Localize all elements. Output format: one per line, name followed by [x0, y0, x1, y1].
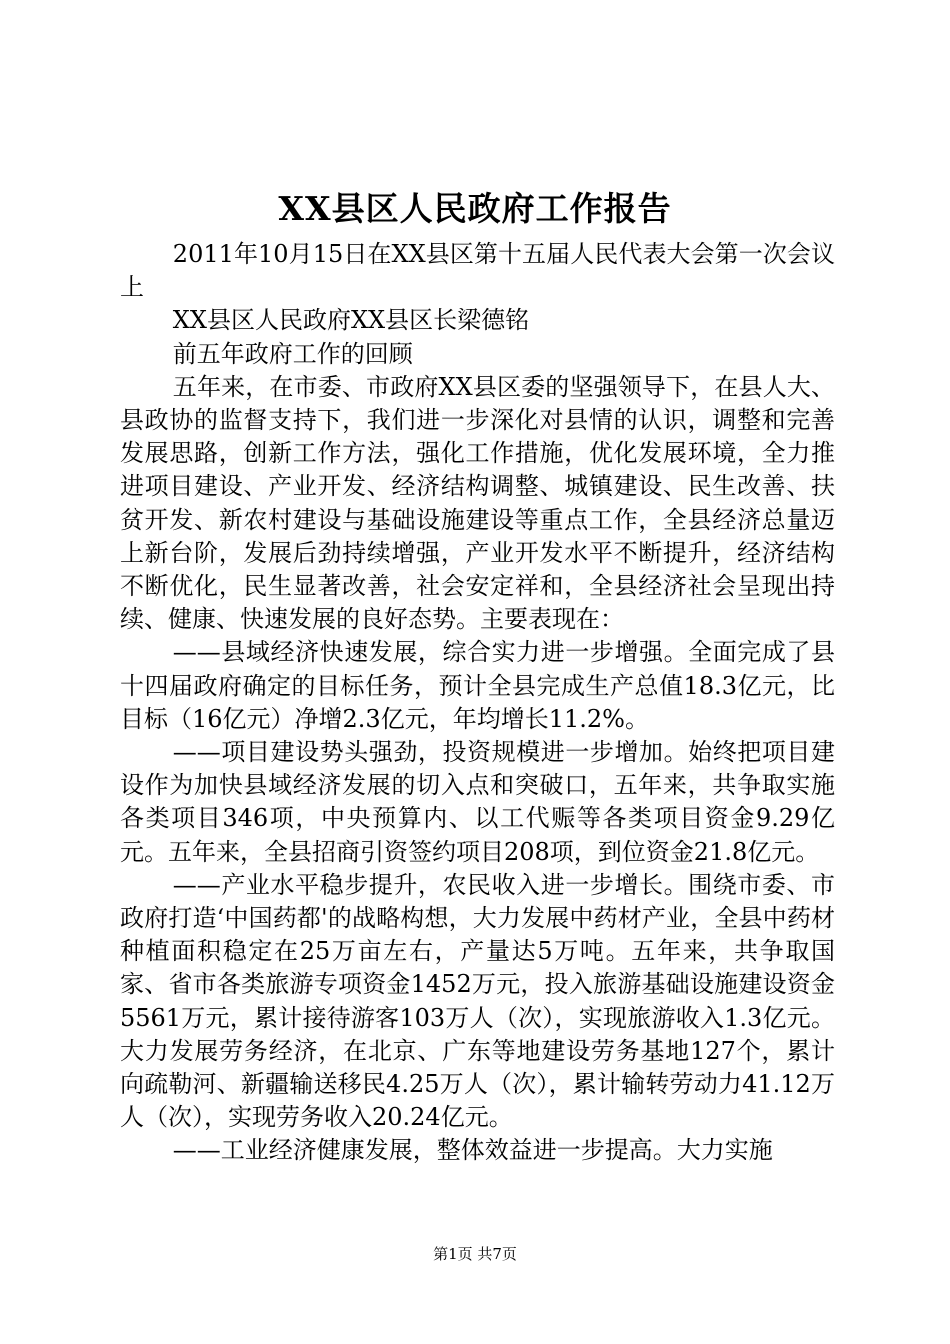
body-paragraph: ——项目建设势头强劲，投资规模进一步增加。始终把项目建设作为加快县域经济发展的切入点和突破口，五年来，共争取实施各类项目346项，中央预算内、以工代赈等各类项目资金9.29亿元。五年来，全县招商引资签约项目208项，到位资金21.8亿元。 [120, 738, 835, 866]
author-line: XX县区人民政府XX县区长梁德铭 [172, 306, 530, 335]
section-heading: 前五年政府工作的回顾 [172, 339, 413, 368]
body-paragraph: ——县域经济快速发展，综合实力进一步增强。全面完成了县十四届政府确定的目标任务，预计全县完成生产总值18.3亿元，比目标（16亿元）净增2.3亿元，年均增长11.2%。 [120, 638, 835, 733]
meeting-line: 2011年10月15日在XX县区第十五届人民代表大会第一次会议上 [120, 240, 835, 302]
body-paragraph: ——工业经济健康发展，整体效益进一步提高。大力实施 [172, 1136, 773, 1165]
body-paragraph: ——产业水平稳步提升，农民收入进一步增长。围绕市委、市政府打造‘中国药都'的战略构想，大力发展中药材产业，全县中药材种植面积稳定在25万亩左右，产量达5万吨。五年来，共争取国家、省市各类旅游专项资金1452万元，投入旅游基础设施建设资金5561万元，累计接待游客103万人（次），实现旅游收入1.3亿元。大力发展劳务经济，在北京、广东等地建设劳务基地127个，累计向疏勒河、新疆输送移民4.25万人（次），累计输转劳动力41.12万人（次），实现劳务收入20.24亿元。 [120, 870, 835, 1132]
document-body [120, 238, 835, 1168]
body-paragraph: 五年来，在市委、市政府XX县区委的坚强领导下，在县人大、县政协的监督支持下，我们进一步深化对县情的认识，调整和完善发展思路，创新工作方法，强化工作措施，优化发展环境，全力推进项目建设、产业开发、经济结构调整、城镇建设、民生改善、扶贫开发、新农村建设与基础设施建设等重点工作，全县经济总量迈上新台阶，发展后劲持续增强，产业开发水平不断提升，经济结构不断优化，民生显著改善，社会安定祥和，全县经济社会呈现出持续、健康、快速发展的良好态势。主要表现在： [120, 372, 835, 634]
document-title: XX县区人民政府工作报告 [278, 189, 672, 228]
page-footer: 第1页 共7页 [433, 1245, 517, 1263]
